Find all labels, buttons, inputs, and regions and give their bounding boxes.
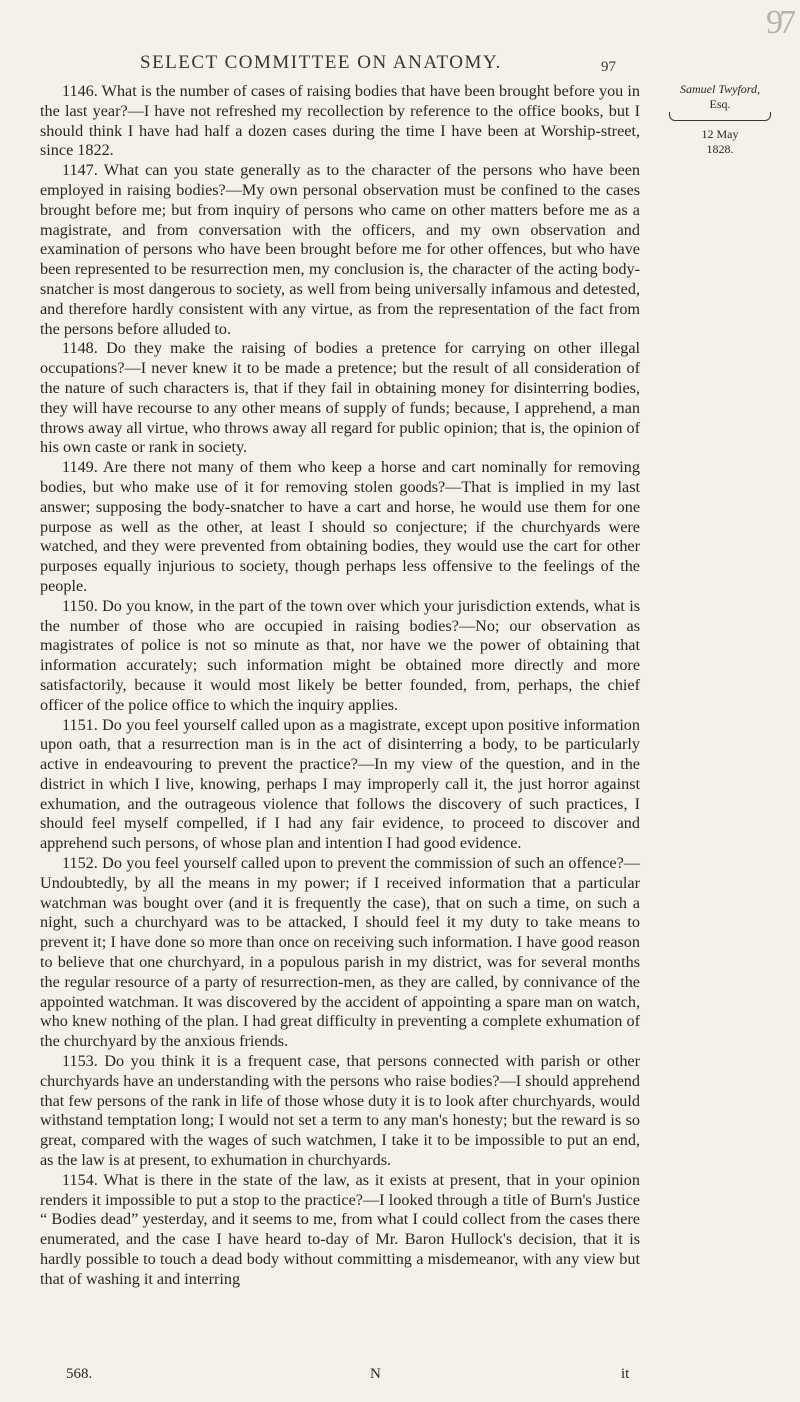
witness-name: Samuel Twyford, xyxy=(680,82,760,96)
question-number: 1150. xyxy=(62,596,98,615)
question-number: 1154. xyxy=(62,1170,98,1189)
question-paragraph xyxy=(40,1052,640,1171)
witness-title: Esq. xyxy=(709,97,731,111)
question-text: Do you think it is a frequent case, that persons connected with parish or other churchyards have an understanding with the persons who raise bodies?—I should apprehend that few persons of the rank in life of those whose duty it is to look after churchyards, would withstand temptation long; I would not set a term to any man's honesty; but the reward is so great, compared with the wages of such watchmen, I take it to be impossible to put an end, as the law is at present, to exhumation in churchyards. xyxy=(40,1052,641,1170)
question-number: 1146. xyxy=(62,82,98,100)
signature-mark: N xyxy=(370,1366,381,1382)
question-number: 1148. xyxy=(62,339,98,358)
brace-divider xyxy=(669,112,771,121)
question-paragraph xyxy=(40,161,640,339)
question-text: Are there not many of them who keep a horse and cart nominally for removing bodies, but who make use of it for removing stolen goods?—That is implied in my last answer; supposing the body-snatcher to have a cart and horse, he would use them for one purpose as well as the other, at least I should so conjecture; if the churchyards were watched, and they were prevented from obtaining bodies, they would use the cart for other purposes equally injurious to society, though perhaps less offensive to the feelings of the people. xyxy=(40,458,640,595)
question-text: What is there in the state of the law, as it exists at present, that in your opinion renders it impossible to put a stop to the practice?—I looked through a title of Burn's Justice “ Bodies dead” yesterday, and it seems to me, from what I could collect from the cases there enumerated, and the case I have heard to-day of Mr. Baron Hullock's decision, that it is hardly possible to touch a dead body without committing a misdemeanor, with any view but that of washing it and interring xyxy=(40,1170,640,1288)
question-paragraph xyxy=(40,854,640,1052)
question-text: Do you know, in the part of the town over which your jurisdiction extends, what is the number of those who are occupied in raising bodies?—No; our observation as magistrates of police is not so minute as that, nor have we the power of obtaining that information accurately; such information might be obtained more directly and more satisfactorily, because it would most likely be better founded, from, perhaps, the chief officer of the police office to which the inquiry applies. xyxy=(40,596,640,714)
question-text: What can you state generally as to the character of the persons who have been employed in raising bodies?—My own personal observation must be confined to the cases brought before me; but from inquiry of persons who came on other matters before me as a magistrate, and from conversation with the officers, and my own observation and examination of persons who have been brought before me for other offences, but who have been represented to be resurrection men, my conclusion is, the character of the acting body-snatcher is most dangerous to society, as well from being universally infamous and detested, and therefore hardly consistent with any virtue, as from the representation of the fact from the persons before alluded to. xyxy=(40,161,640,338)
witness-margin-note xyxy=(660,82,780,157)
sheet-number: 568. xyxy=(66,1366,93,1382)
question-text: Do you feel yourself called upon as a magistrate, except upon positive information upon oath, that a resurrection man is in the act of disinterring a body, to be particularly active in endeavouring to prevent the practice?—In my view of the question, and in the district in which I live, knowing, perhaps I may improperly call it, the just horror against exhumation, and the outrageous violence that follows the discovery of such practices, I should feel myself compelled, if I had any fair evidence, to proceed to discover and apprehend such persons, of whose plan and intention I had good evidence. xyxy=(40,715,640,853)
question-paragraph xyxy=(40,339,640,458)
question-paragraph xyxy=(40,597,640,716)
question-number: 1152. xyxy=(62,854,98,873)
question-paragraph xyxy=(40,1171,640,1290)
question-text: Do you feel yourself called upon to prevent the commission of such an offence?—Undoubtedly, by all the means in my power; if I received information that a particular watchman was bought over (and it is frequently the case), that on such a time, on such a night, such a churchyard was to be attacked, I should feel it my duty to take means to prevent it; I have done so more than once on receiving such information. I have good reason to believe that one churchyard, in a populous parish in my district, was for several months the regular resource of a party of resurrection-men, as they are called, by connivance of the appointed watchman. It was discovered by the accident of appointing a spare man on watch, who knew nothing of the plan. I had great difficulty in preventing a complete exhumation of the churchyard by the anxious friends. xyxy=(40,854,640,1051)
question-paragraph xyxy=(40,716,640,855)
page-number: 97 xyxy=(601,59,616,75)
question-number: 1151. xyxy=(62,715,98,734)
testimony-date-day: 12 May xyxy=(701,127,739,141)
question-number: 1149. xyxy=(62,458,98,477)
running-header: SELECT COMMITTEE ON ANATOMY. xyxy=(140,52,502,73)
question-text: What is the number of cases of raising bodies that have been brought before you in the last year?—I have not refreshed my recollection by reference to the office books, but I should think I have had half a dozen cases during the time I have been at Worship-street, since 1822. xyxy=(40,82,640,160)
catchword: it xyxy=(621,1366,630,1382)
testimony-date-year: 1828. xyxy=(706,142,734,156)
question-text: Do they make the raising of bodies a pretence for carrying on other illegal occupations?—I never knew it to be made a pretence; but the result of all consideration of the nature of such characters is, that if they fail in obtaining money for disinterring bodies, they will have recourse to any other means of supply of funds; because, I apprehend, a man throws away all virtue, who throws away all regard for public opinion; that is, the opinion of his own caste or rank in society. xyxy=(40,339,641,457)
question-paragraph xyxy=(40,458,640,597)
corner-page-mark: 97 xyxy=(766,4,792,41)
question-paragraph xyxy=(40,82,640,161)
question-number: 1147. xyxy=(62,161,98,180)
question-number: 1153. xyxy=(62,1052,98,1071)
testimony-body xyxy=(40,82,640,1290)
